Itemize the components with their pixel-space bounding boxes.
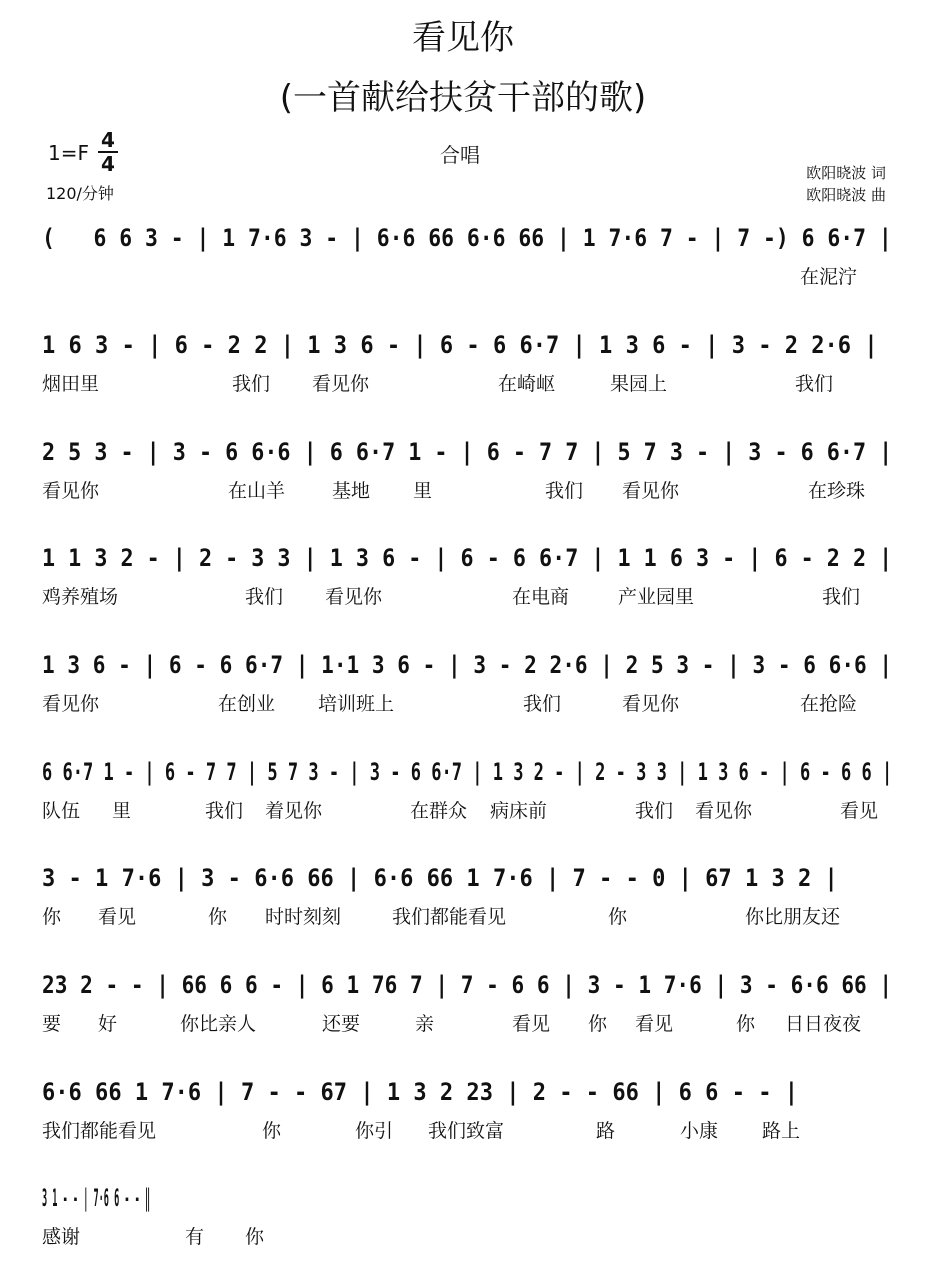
lyric-text: 产业园里 xyxy=(618,586,695,608)
lyrics-line xyxy=(0,1222,926,1252)
song-title: 看见你 xyxy=(412,18,514,58)
lyric-text: 病床前 xyxy=(490,800,548,822)
lyric-text: 烟田里 xyxy=(42,373,100,395)
score-line xyxy=(0,752,926,852)
time-signature-bottom: 4 xyxy=(101,152,115,176)
song-subtitle: (一首献给扶贫干部的歌) xyxy=(279,78,647,118)
lyrics-line xyxy=(0,1116,926,1146)
lyric-text: 在群众 xyxy=(410,800,468,822)
lyric-text: 看见你 xyxy=(42,480,100,502)
score-line xyxy=(0,1178,926,1278)
lyric-text: 基地 xyxy=(332,480,371,502)
lyric-text: 路上 xyxy=(762,1120,801,1142)
lyric-text: 里 xyxy=(112,800,132,822)
score-line xyxy=(0,965,926,1065)
lyric-text: 你 xyxy=(262,1120,282,1142)
lyric-text: 有 xyxy=(185,1226,205,1248)
lyric-text: 你 xyxy=(42,906,62,928)
score-line xyxy=(0,218,926,318)
lyric-text: 路 xyxy=(596,1120,616,1142)
lyric-text: 里 xyxy=(413,480,433,502)
notation-line: 1 3 6 - | 6 - 6 6·7 | 1·1 3 6 - | 3 - 2 2·6 | 2 5 3 - | 3 - 6 6·6 | xyxy=(42,651,893,679)
lyrics-line xyxy=(0,902,926,932)
lyrics-line xyxy=(0,796,926,826)
lyrics-line xyxy=(0,262,926,292)
lyric-text: 在抢险 xyxy=(800,693,858,715)
lyric-text: 在电商 xyxy=(512,586,570,608)
notation-line: 23 2 - - | 66 6 6 - | 6 1 76 7 | 7 - 6 6 | 3 - 1 7·6 | 3 - 6·6 66 | xyxy=(42,971,893,999)
lyric-text: 你比朋友还 xyxy=(745,906,841,928)
lyric-text: 我们 xyxy=(523,693,562,715)
lyric-text: 在山羊 xyxy=(228,480,286,502)
lyric-text: 好 xyxy=(98,1013,118,1035)
lyric-text: 看见你 xyxy=(42,693,100,715)
score-line xyxy=(0,432,926,532)
tempo-marking: 120/分钟 xyxy=(46,184,114,203)
lyric-text: 我们致富 xyxy=(428,1120,505,1142)
lyric-text: 我们 xyxy=(822,586,861,608)
score-line xyxy=(0,645,926,745)
lyric-text: 我们 xyxy=(232,373,271,395)
lyric-text: 你比亲人 xyxy=(180,1013,257,1035)
lyric-text: 队伍 xyxy=(42,800,81,822)
lyric-text: 我们都能看见 xyxy=(42,1120,157,1142)
score-line xyxy=(0,538,926,638)
notation-line: 3 1 - - | 7·6 6 - - ‖ xyxy=(42,1184,151,1212)
lyric-text: 时时刻刻 xyxy=(265,906,342,928)
lyric-text: 你 xyxy=(608,906,628,928)
lyric-text: 果园上 xyxy=(610,373,668,395)
lyric-text: 日日夜夜 xyxy=(785,1013,862,1035)
lyric-text: 你 xyxy=(208,906,228,928)
notation-line: 1 6 3 - | 6 - 2 2 | 1 3 6 - | 6 - 6 6·7 | 1 3 6 - | 3 - 2 2·6 | xyxy=(42,331,878,359)
lyric-text: 看见你 xyxy=(312,373,370,395)
lyric-text: 我们 xyxy=(205,800,244,822)
lyrics-line xyxy=(0,689,926,719)
score-line xyxy=(0,325,926,425)
time-signature xyxy=(98,130,118,174)
lyric-text: 在崎岖 xyxy=(498,373,556,395)
time-signature-top: 4 xyxy=(101,128,115,152)
lyric-text: 小康 xyxy=(680,1120,719,1142)
lyric-text: 要 xyxy=(42,1013,62,1035)
lyric-text: 看见你 xyxy=(622,480,680,502)
lyric-text: 在创业 xyxy=(218,693,276,715)
composer-credit: 欧阳晓波 曲 xyxy=(806,186,886,204)
lyrics-line xyxy=(0,582,926,612)
lyric-text: 我们 xyxy=(245,586,284,608)
lyric-text: 我们 xyxy=(545,480,584,502)
lyric-text: 亲 xyxy=(415,1013,435,1035)
notation-line: 6 6·7 1 - | 6 - 7 7 | 5 7 3 - | 3 - 6 6·7 | 1 3 2 - | 2 - 3 3 | 1 3 6 - | 6 - 6 6 | xyxy=(42,758,893,786)
lyrics-line xyxy=(0,369,926,399)
notation-line: ( 6 6 3 - | 1 7·6 3 - | 6·6 66 6·6 66 | 1 7·6 7 - | 7 -) 6 6·7 | xyxy=(42,224,892,252)
lyric-text: 鸡养殖场 xyxy=(42,586,119,608)
lyric-text: 我们都能看见 xyxy=(392,906,507,928)
lyric-text: 你 xyxy=(245,1226,265,1248)
lyric-text: 看见 xyxy=(98,906,137,928)
lyric-text: 培训班上 xyxy=(318,693,395,715)
lyric-text: 你引 xyxy=(355,1120,394,1142)
performance-type: 合唱 xyxy=(440,143,480,167)
notation-line: 1 1 3 2 - | 2 - 3 3 | 1 3 6 - | 6 - 6 6·7 | 1 1 6 3 - | 6 - 2 2 | xyxy=(42,544,893,572)
lyric-text: 我们 xyxy=(795,373,834,395)
lyric-text: 还要 xyxy=(322,1013,361,1035)
lyricist-credit: 欧阳晓波 词 xyxy=(806,164,886,182)
score-line xyxy=(0,858,926,958)
lyric-text: 你 xyxy=(588,1013,608,1035)
lyric-text: 感谢 xyxy=(42,1226,81,1248)
lyric-text: 看见 xyxy=(840,800,879,822)
lyrics-line xyxy=(0,476,926,506)
lyrics-line xyxy=(0,1009,926,1039)
lyric-text: 看见你 xyxy=(622,693,680,715)
lyric-text: 在泥泞 xyxy=(800,266,858,288)
lyric-text: 看见 xyxy=(512,1013,551,1035)
lyric-text: 看见 xyxy=(635,1013,674,1035)
lyric-text: 看见你 xyxy=(695,800,753,822)
notation-line: 3 - 1 7·6 | 3 - 6·6 66 | 6·6 66 1 7·6 | 7 - - 0 | 67 1 3 2 | xyxy=(42,864,838,892)
lyric-text: 着见你 xyxy=(265,800,323,822)
lyric-text: 我们 xyxy=(635,800,674,822)
key-signature: 1=F xyxy=(48,141,89,165)
lyric-text: 看见你 xyxy=(325,586,383,608)
lyric-text: 你 xyxy=(736,1013,756,1035)
score-line xyxy=(0,1072,926,1172)
notation-line: 6·6 66 1 7·6 | 7 - - 67 | 1 3 2 23 | 2 - - 66 | 6 6 - - | xyxy=(42,1078,799,1106)
lyric-text: 在珍珠 xyxy=(808,480,866,502)
notation-line: 2 5 3 - | 3 - 6 6·6 | 6 6·7 1 - | 6 - 7 7 | 5 7 3 - | 3 - 6 6·7 | xyxy=(42,438,893,466)
